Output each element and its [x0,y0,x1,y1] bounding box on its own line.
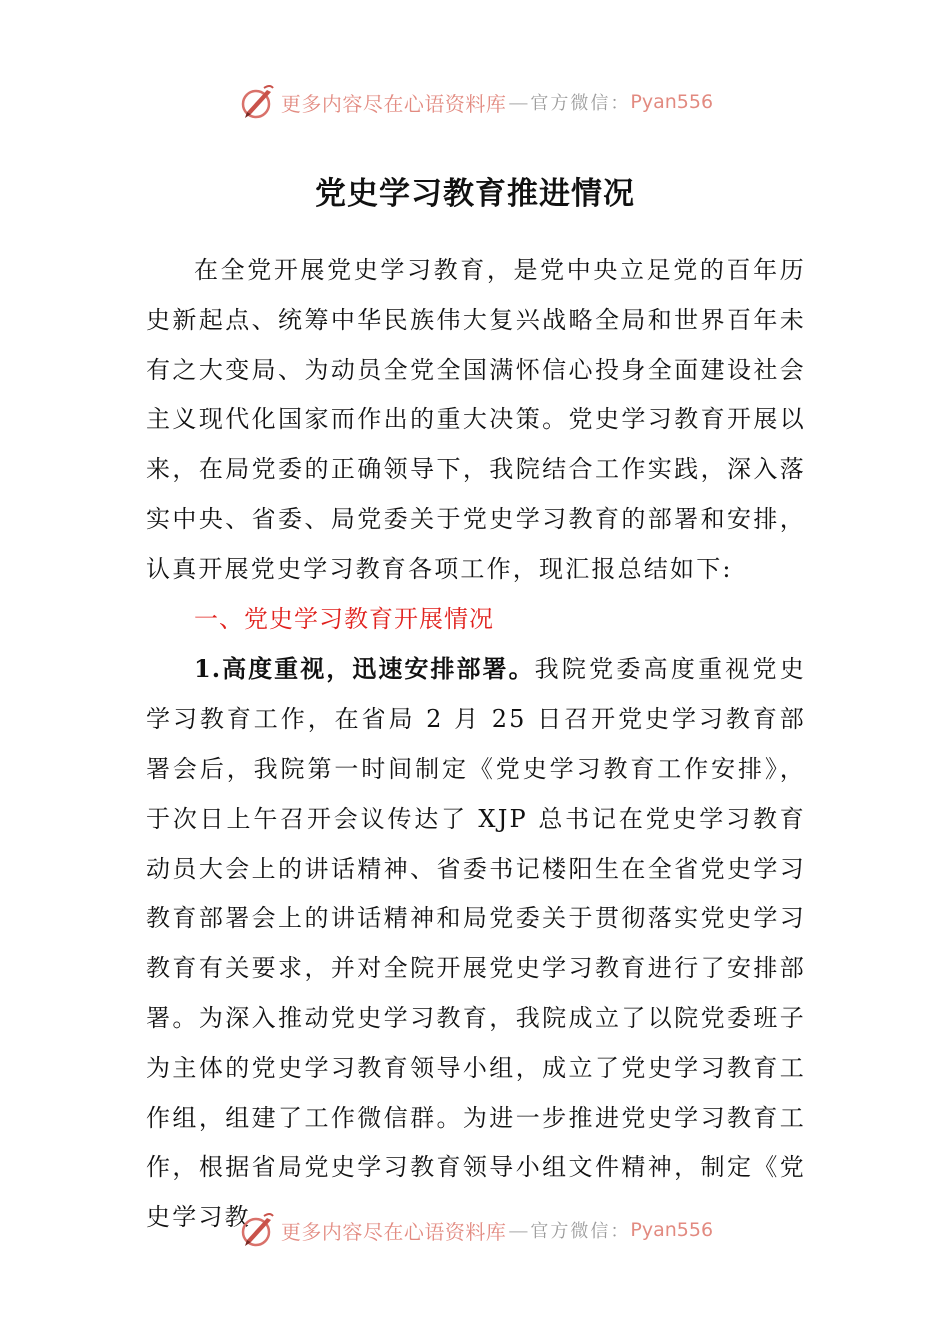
banner-separator: — [508,1218,529,1242]
document-body [146,246,806,1243]
banner-text: 更多内容尽在心语资料库 [280,1219,507,1244]
banner-wechat-label: 官方微信： [530,93,631,114]
item-1-body: 我院党委高度重视党史学习教育工作，在省局 2 月 25 日召开党史学习教育部署会后，我院第一时间制定《党史学习教育工作安排》，于次日上午召开会议传达了 XJP 总书记在党史学习教育动员大会上的讲话精神、省委书记楼阳生在全省党史学习教育部署会上的讲话精神和局党委关于贯彻落实党史学习教育有关要求，并对全院开展党史学习教育进行了安排部署。为深入推动党史学习教育，我院成立了以院党委班子为主体的党史学习教育领导小组，成立了党史学习教育工作组，组建了工作微信群。为进一步推进党史学习教育工作，根据省局党史学习教育领导小组文件精神，制定《党史学习教 [146,655,806,1232]
banner-text: 更多内容尽在心语资料库 [280,91,507,116]
banner-wechat-label: 官方微信： [530,1221,631,1242]
banner-wechat-id: Pyan556 [630,1219,714,1241]
banner-separator: — [508,90,529,114]
pen-circle-logo-icon [237,1210,277,1250]
document-title: 党史学习教育推进情况 [315,176,635,212]
footer-watermark-banner [0,1208,950,1252]
item-1-paragraph [146,644,806,1243]
intro-paragraph: 在全党开展党史学习教育，是党中央立足党的百年历史新起点、统筹中华民族伟大复兴战略全局和世界百年未有之大变局、为动员全党全国满怀信心投身全面建设社会主义现代化国家而作出的重大决策。党史学习教育开展以来，在局党委的正确领导下，我院结合工作实践，深入落实中央、省委、局党委关于党史学习教育的部署和安排，认真开展党史学习教育各项工作，现汇报总结如下: [146,256,806,583]
pen-circle-logo-icon [237,82,277,122]
banner-wechat-id: Pyan556 [630,91,714,113]
section-heading-1: 一、党史学习教育开展情况 [194,604,494,633]
item-1-lead: 1.高度重视，迅速安排部署。 [194,654,535,684]
header-watermark-banner [0,80,950,124]
